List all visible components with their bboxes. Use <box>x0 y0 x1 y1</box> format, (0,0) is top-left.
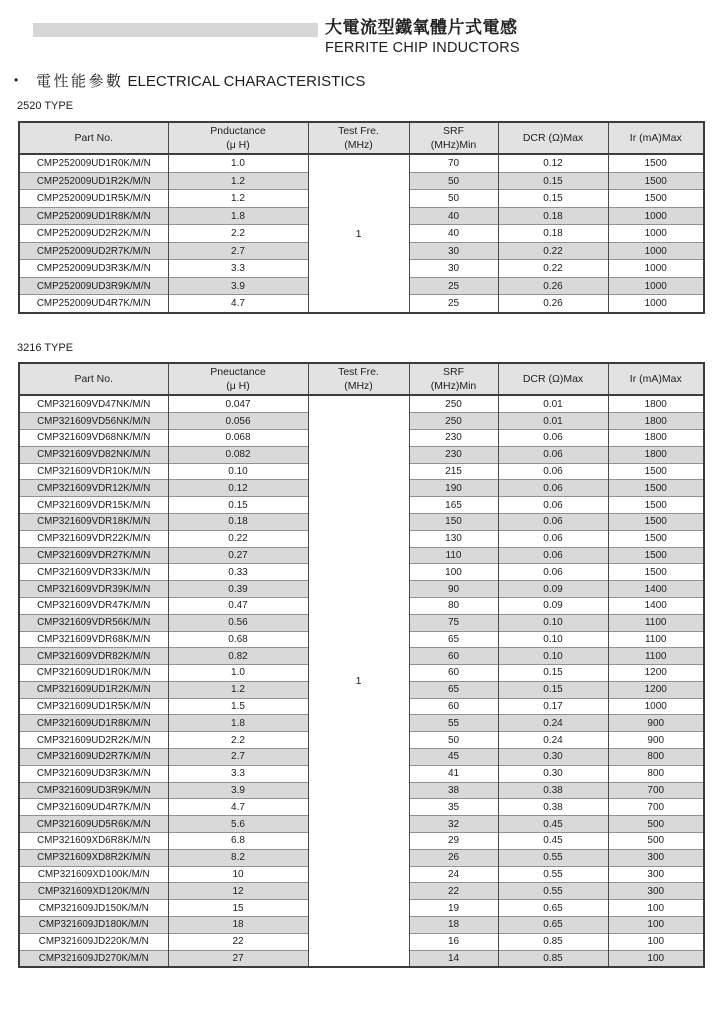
srf-cell: 150 <box>409 513 498 530</box>
ir-cell: 1500 <box>608 154 704 172</box>
ir-cell: 1800 <box>608 395 704 412</box>
ir-cell: 1500 <box>608 480 704 497</box>
inductance-cell: 0.10 <box>168 463 308 480</box>
table-3216 <box>18 362 705 968</box>
dcr-cell: 0.24 <box>498 732 608 749</box>
part-no-cell: CMP321609XD120K/M/N <box>19 883 168 900</box>
part-no-cell: CMP321609JD180K/M/N <box>19 917 168 934</box>
srf-cell: 165 <box>409 497 498 514</box>
ir-cell: 900 <box>608 732 704 749</box>
part-no-cell: CMP321609UD1R5K/M/N <box>19 698 168 715</box>
col-header-srf-line2: (MHz)Min <box>430 380 477 393</box>
ir-cell: 1500 <box>608 497 704 514</box>
dcr-cell: 0.15 <box>498 681 608 698</box>
dcr-cell: 0.15 <box>498 665 608 682</box>
part-no-cell: CMP252009UD1R8K/M/N <box>19 207 168 225</box>
col-header-part-no: Part No. <box>19 363 168 395</box>
col-header-srf-line1: SRF <box>443 366 464 378</box>
srf-cell: 22 <box>409 883 498 900</box>
srf-cell: 35 <box>409 799 498 816</box>
ir-cell: 1100 <box>608 648 704 665</box>
part-no-cell: CMP252009UD3R9K/M/N <box>19 277 168 295</box>
inductance-cell: 0.047 <box>168 395 308 412</box>
inductance-cell: 0.12 <box>168 480 308 497</box>
inductance-cell: 0.082 <box>168 446 308 463</box>
part-no-cell: CMP321609UD3R9K/M/N <box>19 782 168 799</box>
part-no-cell: CMP321609XD8R2K/M/N <box>19 849 168 866</box>
srf-cell: 55 <box>409 715 498 732</box>
ir-cell: 1000 <box>608 295 704 313</box>
srf-cell: 25 <box>409 295 498 313</box>
srf-cell: 50 <box>409 172 498 190</box>
srf-cell: 250 <box>409 413 498 430</box>
inductance-cell: 12 <box>168 883 308 900</box>
srf-cell: 14 <box>409 950 498 967</box>
inductance-cell: 1.8 <box>168 207 308 225</box>
inductance-cell: 3.9 <box>168 277 308 295</box>
dcr-cell: 0.38 <box>498 782 608 799</box>
col-header-test-fre-line1: Test Fre. <box>338 125 379 137</box>
inductance-cell: 3.3 <box>168 765 308 782</box>
col-header-srf <box>409 122 498 154</box>
dcr-cell: 0.15 <box>498 172 608 190</box>
dcr-cell: 0.15 <box>498 190 608 208</box>
srf-cell: 45 <box>409 749 498 766</box>
dcr-cell: 0.26 <box>498 277 608 295</box>
inductance-cell: 0.68 <box>168 631 308 648</box>
inductance-cell: 15 <box>168 900 308 917</box>
srf-cell: 215 <box>409 463 498 480</box>
dcr-cell: 0.17 <box>498 698 608 715</box>
ir-cell: 1200 <box>608 665 704 682</box>
ir-cell: 100 <box>608 900 704 917</box>
ir-cell: 1800 <box>608 446 704 463</box>
part-no-cell: CMP321609UD4R7K/M/N <box>19 799 168 816</box>
dcr-cell: 0.06 <box>498 564 608 581</box>
inductance-cell: 1.5 <box>168 698 308 715</box>
ir-cell: 700 <box>608 799 704 816</box>
inductance-cell: 0.47 <box>168 597 308 614</box>
inductance-cell: 1.0 <box>168 154 308 172</box>
ir-cell: 500 <box>608 816 704 833</box>
dcr-cell: 0.38 <box>498 799 608 816</box>
part-no-cell: CMP321609VDR82K/M/N <box>19 648 168 665</box>
inductance-cell: 0.068 <box>168 429 308 446</box>
inductance-cell: 18 <box>168 917 308 934</box>
inductance-cell: 4.7 <box>168 799 308 816</box>
inductance-cell: 1.2 <box>168 681 308 698</box>
inductance-cell: 27 <box>168 950 308 967</box>
table-3216-body <box>19 395 704 967</box>
srf-cell: 90 <box>409 581 498 598</box>
ir-cell: 1400 <box>608 581 704 598</box>
ir-cell: 1200 <box>608 681 704 698</box>
dcr-cell: 0.45 <box>498 816 608 833</box>
inductance-cell: 1.8 <box>168 715 308 732</box>
dcr-cell: 0.06 <box>498 429 608 446</box>
inductance-cell: 22 <box>168 933 308 950</box>
page-header <box>325 13 520 56</box>
ir-cell: 800 <box>608 749 704 766</box>
dcr-cell: 0.18 <box>498 225 608 243</box>
srf-cell: 41 <box>409 765 498 782</box>
part-no-cell: CMP252009UD3R3K/M/N <box>19 260 168 278</box>
inductance-cell: 0.15 <box>168 497 308 514</box>
part-no-cell: CMP321609UD2R7K/M/N <box>19 749 168 766</box>
part-no-cell: CMP321609VDR68K/M/N <box>19 631 168 648</box>
col-header-test-fre-line2: (MHz) <box>344 380 373 393</box>
ir-cell: 300 <box>608 866 704 883</box>
inductance-cell: 2.7 <box>168 749 308 766</box>
srf-cell: 80 <box>409 597 498 614</box>
col-header-ir: Ir (mA)Max <box>608 122 704 154</box>
dcr-cell: 0.06 <box>498 446 608 463</box>
part-no-cell: CMP321609VD82NK/M/N <box>19 446 168 463</box>
dcr-cell: 0.24 <box>498 715 608 732</box>
inductance-cell: 8.2 <box>168 849 308 866</box>
col-header-test-fre-line1: Test Fre. <box>338 366 379 378</box>
dcr-cell: 0.26 <box>498 295 608 313</box>
part-no-cell: CMP321609VDR33K/M/N <box>19 564 168 581</box>
ir-cell: 1100 <box>608 614 704 631</box>
dcr-cell: 0.09 <box>498 581 608 598</box>
dcr-cell: 0.06 <box>498 480 608 497</box>
srf-cell: 19 <box>409 900 498 917</box>
dcr-cell: 0.30 <box>498 749 608 766</box>
dcr-cell: 0.10 <box>498 648 608 665</box>
test-frequency-cell: 1 <box>308 154 409 313</box>
srf-cell: 100 <box>409 564 498 581</box>
ir-cell: 1100 <box>608 631 704 648</box>
ir-cell: 1800 <box>608 413 704 430</box>
part-no-cell: CMP321609UD1R8K/M/N <box>19 715 168 732</box>
srf-cell: 65 <box>409 681 498 698</box>
part-no-cell: CMP321609UD1R2K/M/N <box>19 681 168 698</box>
dcr-cell: 0.55 <box>498 849 608 866</box>
dcr-cell: 0.45 <box>498 833 608 850</box>
bullet-icon: • <box>14 73 19 87</box>
inductance-cell: 3.3 <box>168 260 308 278</box>
srf-cell: 65 <box>409 631 498 648</box>
inductance-cell: 0.056 <box>168 413 308 430</box>
part-no-cell: CMP321609UD5R6K/M/N <box>19 816 168 833</box>
part-no-cell: CMP321609VDR39K/M/N <box>19 581 168 598</box>
part-no-cell: CMP321609VDR15K/M/N <box>19 497 168 514</box>
inductance-cell: 1.0 <box>168 665 308 682</box>
inductance-cell: 0.82 <box>168 648 308 665</box>
ir-cell: 1500 <box>608 463 704 480</box>
inductance-cell: 0.27 <box>168 547 308 564</box>
ir-cell: 800 <box>608 765 704 782</box>
section-title-chinese: 電性能參數 <box>36 73 124 90</box>
dcr-cell: 0.30 <box>498 765 608 782</box>
dcr-cell: 0.01 <box>498 395 608 412</box>
ir-cell: 100 <box>608 950 704 967</box>
srf-cell: 70 <box>409 154 498 172</box>
ir-cell: 1000 <box>608 698 704 715</box>
dcr-cell: 0.10 <box>498 631 608 648</box>
srf-cell: 130 <box>409 530 498 547</box>
col-header-inductance-line1: Pnductance <box>210 125 266 137</box>
dcr-cell: 0.18 <box>498 207 608 225</box>
srf-cell: 60 <box>409 665 498 682</box>
dcr-cell: 0.85 <box>498 950 608 967</box>
srf-cell: 16 <box>409 933 498 950</box>
title-chinese: 大電流型鐵氧體片式電感 <box>325 18 518 37</box>
inductance-cell: 0.18 <box>168 513 308 530</box>
ir-cell: 300 <box>608 849 704 866</box>
inductance-cell: 1.2 <box>168 172 308 190</box>
dcr-cell: 0.01 <box>498 413 608 430</box>
part-no-cell: CMP321609JD270K/M/N <box>19 950 168 967</box>
part-no-cell: CMP321609VDR27K/M/N <box>19 547 168 564</box>
test-frequency-cell: 1 <box>308 395 409 967</box>
ir-cell: 900 <box>608 715 704 732</box>
srf-cell: 40 <box>409 225 498 243</box>
inductance-cell: 1.2 <box>168 190 308 208</box>
ir-cell: 300 <box>608 883 704 900</box>
ir-cell: 1000 <box>608 260 704 278</box>
dcr-cell: 0.06 <box>498 530 608 547</box>
col-header-ir: Ir (mA)Max <box>608 363 704 395</box>
ir-cell: 1500 <box>608 564 704 581</box>
srf-cell: 75 <box>409 614 498 631</box>
srf-cell: 230 <box>409 446 498 463</box>
part-no-cell: CMP321609VDR47K/M/N <box>19 597 168 614</box>
part-no-cell: CMP252009UD2R2K/M/N <box>19 225 168 243</box>
part-no-cell: CMP321609VD56NK/M/N <box>19 413 168 430</box>
dcr-cell: 0.85 <box>498 933 608 950</box>
col-header-test-fre-line2: (MHz) <box>344 139 373 152</box>
inductance-cell: 2.2 <box>168 732 308 749</box>
part-no-cell: CMP321609VDR12K/M/N <box>19 480 168 497</box>
inductance-cell: 3.9 <box>168 782 308 799</box>
col-header-inductance-line2: (μ H) <box>226 139 250 152</box>
part-no-cell: CMP252009UD1R5K/M/N <box>19 190 168 208</box>
dcr-cell: 0.06 <box>498 547 608 564</box>
part-no-cell: CMP321609VDR10K/M/N <box>19 463 168 480</box>
col-header-srf-line2: (MHz)Min <box>430 139 477 152</box>
inductance-cell: 2.2 <box>168 225 308 243</box>
srf-cell: 60 <box>409 648 498 665</box>
srf-cell: 26 <box>409 849 498 866</box>
part-no-cell: CMP321609XD6R8K/M/N <box>19 833 168 850</box>
col-header-srf-line1: SRF <box>443 125 464 137</box>
part-no-cell: CMP252009UD1R2K/M/N <box>19 172 168 190</box>
srf-cell: 29 <box>409 833 498 850</box>
dcr-cell: 0.22 <box>498 260 608 278</box>
inductance-cell: 5.6 <box>168 816 308 833</box>
inductance-cell: 0.56 <box>168 614 308 631</box>
inductance-cell: 0.39 <box>168 581 308 598</box>
inductance-cell: 6.8 <box>168 833 308 850</box>
ir-cell: 1500 <box>608 530 704 547</box>
col-header-inductance-line1: Pneuctance <box>210 366 266 378</box>
header-gray-bar <box>33 23 318 37</box>
srf-cell: 18 <box>409 917 498 934</box>
table-2520-label: 2520 TYPE <box>17 100 74 112</box>
dcr-cell: 0.06 <box>498 497 608 514</box>
dcr-cell: 0.10 <box>498 614 608 631</box>
ir-cell: 1400 <box>608 597 704 614</box>
col-header-inductance-line2: (μ H) <box>226 380 250 393</box>
inductance-cell: 4.7 <box>168 295 308 313</box>
title-english: FERRITE CHIP INDUCTORS <box>325 40 520 56</box>
ir-cell: 100 <box>608 917 704 934</box>
dcr-cell: 0.22 <box>498 242 608 260</box>
srf-cell: 32 <box>409 816 498 833</box>
ir-cell: 500 <box>608 833 704 850</box>
inductance-cell: 0.22 <box>168 530 308 547</box>
table-row <box>19 154 704 172</box>
ir-cell: 1500 <box>608 513 704 530</box>
dcr-cell: 0.55 <box>498 883 608 900</box>
table-row <box>19 395 704 412</box>
srf-cell: 50 <box>409 732 498 749</box>
srf-cell: 190 <box>409 480 498 497</box>
table-2520 <box>18 121 705 314</box>
part-no-cell: CMP252009UD4R7K/M/N <box>19 295 168 313</box>
ir-cell: 1000 <box>608 207 704 225</box>
part-no-cell: CMP321609UD2R2K/M/N <box>19 732 168 749</box>
srf-cell: 230 <box>409 429 498 446</box>
ir-cell: 700 <box>608 782 704 799</box>
srf-cell: 250 <box>409 395 498 412</box>
srf-cell: 24 <box>409 866 498 883</box>
part-no-cell: CMP321609VDR56K/M/N <box>19 614 168 631</box>
col-header-inductance <box>168 122 308 154</box>
col-header-dcr: DCR (Ω)Max <box>498 363 608 395</box>
ir-cell: 1800 <box>608 429 704 446</box>
srf-cell: 30 <box>409 260 498 278</box>
ir-cell: 1000 <box>608 225 704 243</box>
srf-cell: 25 <box>409 277 498 295</box>
ir-cell: 1500 <box>608 190 704 208</box>
ir-cell: 100 <box>608 933 704 950</box>
part-no-cell: CMP321609XD100K/M/N <box>19 866 168 883</box>
dcr-cell: 0.65 <box>498 900 608 917</box>
inductance-cell: 10 <box>168 866 308 883</box>
ir-cell: 1000 <box>608 277 704 295</box>
section-heading <box>14 70 365 91</box>
ir-cell: 1000 <box>608 242 704 260</box>
ir-cell: 1500 <box>608 172 704 190</box>
section-title-english: ELECTRICAL CHARACTERISTICS <box>127 73 366 90</box>
table-header-row <box>19 122 704 154</box>
dcr-cell: 0.55 <box>498 866 608 883</box>
srf-cell: 38 <box>409 782 498 799</box>
dcr-cell: 0.06 <box>498 513 608 530</box>
part-no-cell: CMP321609VDR18K/M/N <box>19 513 168 530</box>
part-no-cell: CMP321609VD68NK/M/N <box>19 429 168 446</box>
col-header-part-no: Part No. <box>19 122 168 154</box>
srf-cell: 30 <box>409 242 498 260</box>
dcr-cell: 0.09 <box>498 597 608 614</box>
inductance-cell: 0.33 <box>168 564 308 581</box>
part-no-cell: CMP252009UD2R7K/M/N <box>19 242 168 260</box>
dcr-cell: 0.12 <box>498 154 608 172</box>
part-no-cell: CMP321609JD220K/M/N <box>19 933 168 950</box>
srf-cell: 110 <box>409 547 498 564</box>
ir-cell: 1500 <box>608 547 704 564</box>
col-header-inductance <box>168 363 308 395</box>
col-header-dcr: DCR (Ω)Max <box>498 122 608 154</box>
srf-cell: 40 <box>409 207 498 225</box>
part-no-cell: CMP321609UD3R3K/M/N <box>19 765 168 782</box>
table-2520-body <box>19 154 704 313</box>
col-header-test-fre <box>308 122 409 154</box>
table-header-row <box>19 363 704 395</box>
part-no-cell: CMP321609UD1R0K/M/N <box>19 665 168 682</box>
col-header-srf <box>409 363 498 395</box>
part-no-cell: CMP321609JD150K/M/N <box>19 900 168 917</box>
part-no-cell: CMP321609VD47NK/M/N <box>19 395 168 412</box>
col-header-test-fre <box>308 363 409 395</box>
srf-cell: 60 <box>409 698 498 715</box>
table-3216-label: 3216 TYPE <box>17 342 74 354</box>
part-no-cell: CMP252009UD1R0K/M/N <box>19 154 168 172</box>
part-no-cell: CMP321609VDR22K/M/N <box>19 530 168 547</box>
dcr-cell: 0.65 <box>498 917 608 934</box>
srf-cell: 50 <box>409 190 498 208</box>
dcr-cell: 0.06 <box>498 463 608 480</box>
inductance-cell: 2.7 <box>168 242 308 260</box>
